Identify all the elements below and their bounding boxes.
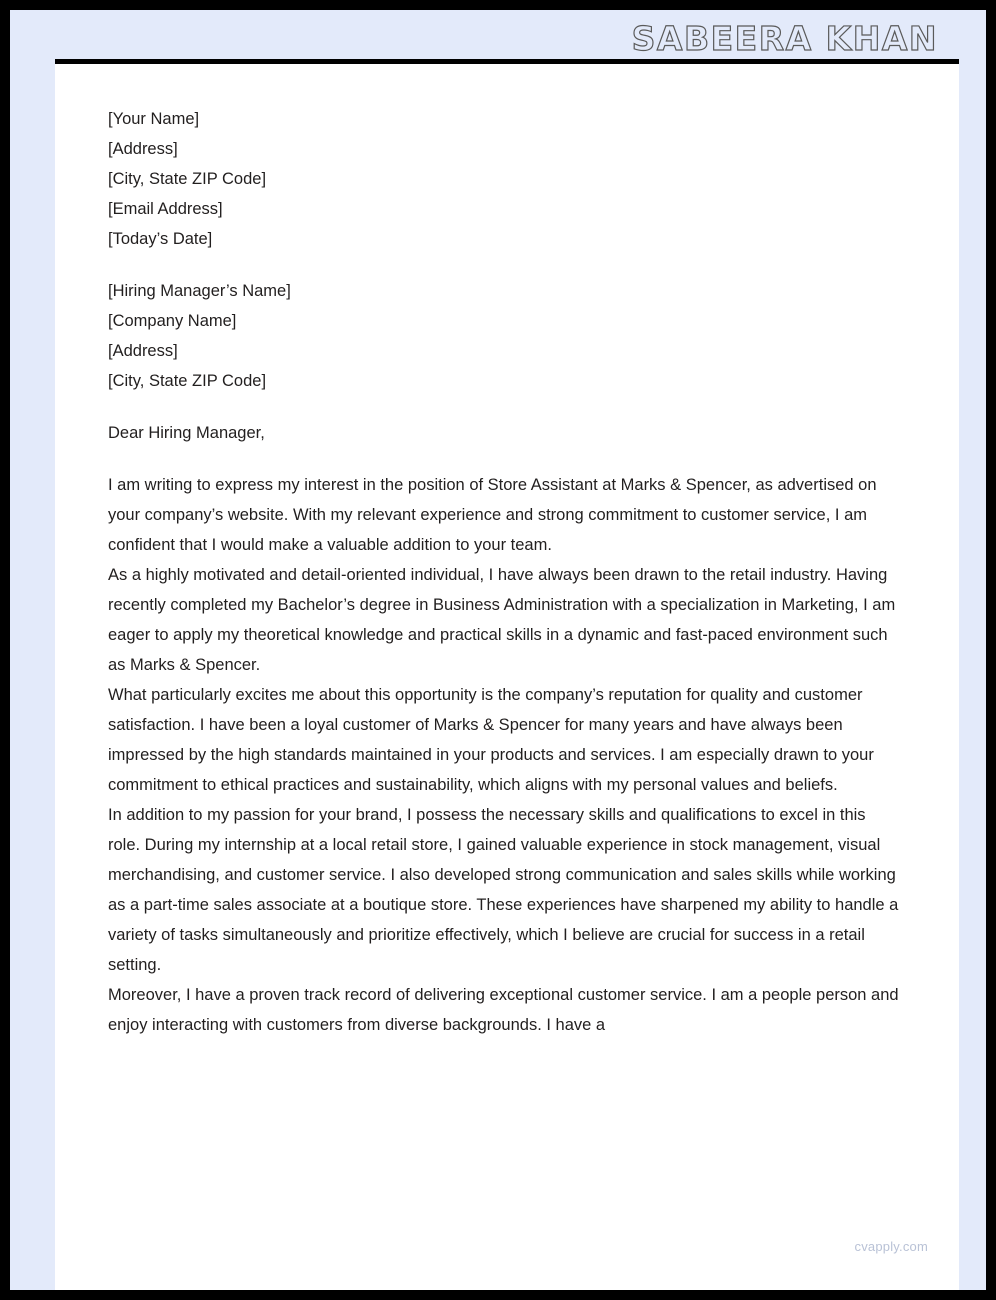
letter-paragraph: As a highly motivated and detail-oriented individual, I have always been drawn to the retail industry. Having recently completed my Bachelor’s degree in Business Administration with a specialization in Marketing, I am eager to apply my theoretical knowledge and practical skills in a dynamic and fast-paced environment such as Marks & Spencer.	[108, 566, 896, 674]
letter-paragraph: In addition to my passion for your brand, I possess the necessary skills and qualifications to excel in this role. During my internship at a local retail store, I gained valuable experience in stock management, visual merchandising, and customer service. I also developed strong communication and sales skills while working as a part-time sales associate at a boutique store. These experiences have sharpened my ability to handle a variety of tasks simultaneously and prioritize effectively, which I believe are crucial for success in a retail setting.	[108, 806, 899, 974]
sender-line: [Today’s Date]	[108, 230, 213, 248]
letter-paragraph: I am writing to express my interest in the position of Store Assistant at Marks & Spencer, as advertised on your company’s website. With my relevant experience and strong commitment to customer service, I am confident that I would make a valuable addition to your team.	[108, 476, 877, 554]
letter-paragraph: Moreover, I have a proven track record of delivering exceptional customer service. I am a people person and enjoy interacting with customers from diverse backgrounds. I have a	[108, 986, 899, 1034]
watermark: cvapply.com	[854, 1239, 928, 1254]
recipient-line: [Hiring Manager’s Name]	[108, 282, 291, 300]
recipient-address-block	[108, 276, 901, 396]
sender-line: [Your Name]	[108, 110, 200, 128]
sender-line: [Email Address]	[108, 200, 223, 218]
sender-line: [Address]	[108, 140, 178, 158]
recipient-line: [City, State ZIP Code]	[108, 372, 267, 390]
cover-letter-body	[55, 64, 959, 1296]
letter-paragraph: What particularly excites me about this opportunity is the company’s reputation for quality and customer satisfaction. I have been a loyal customer of Marks & Spencer for many years and have always been impressed by the high standards maintained in your products and services. I am especially drawn to your commitment to ethical practices and sustainability, which aligns with my personal values and beliefs.	[108, 686, 874, 794]
sender-address-block	[108, 104, 901, 254]
recipient-line: [Address]	[108, 342, 178, 360]
recipient-line: [Company Name]	[108, 312, 237, 330]
sender-line: [City, State ZIP Code]	[108, 170, 267, 188]
salutation: Dear Hiring Manager,	[108, 424, 265, 442]
page-title: SABEERA KHAN	[631, 18, 938, 58]
document-header	[20, 20, 976, 56]
